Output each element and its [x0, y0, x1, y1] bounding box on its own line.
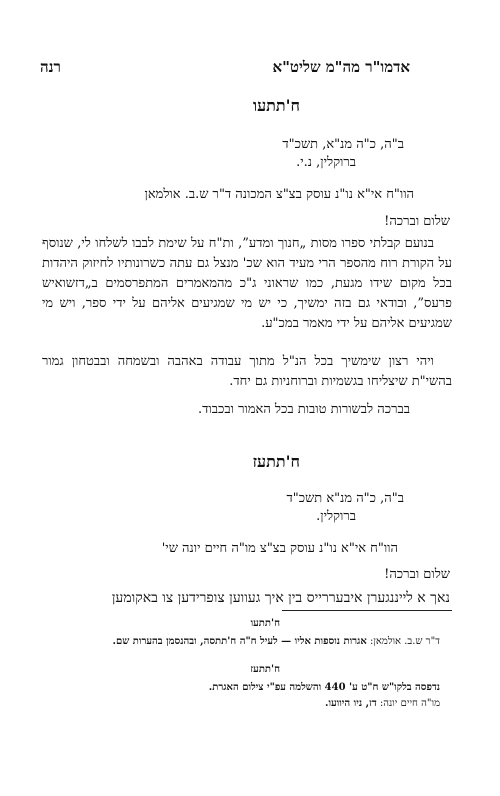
letter-greeting: שלום וברכה! — [384, 567, 450, 582]
footnote — [325, 698, 440, 709]
footnote-heading: ח'תתעז — [250, 664, 280, 675]
footnote — [209, 682, 440, 693]
footnote-text: נדפסה בלקו"ש ח"ט ע' 440 והשלמה עפ"י צילום האגרת. — [208, 682, 440, 693]
letter-city: ברוקלין. — [316, 509, 356, 524]
page-number: רנה — [40, 58, 61, 76]
letter-paragraph: בנועם קבלתי ספרו מסות „חנוך ומדע”, ות"ח על שימת לבבו לשלחו לי, שנוסף על הקורת רוח מהספר הרי מעיד הוא שכ' מנצל גם עתה כשרונותיו לחיזוק היהדות בכל מקום שידו מגעת, כמו שראוני ג"כ מהמאמרים המתפרסמים ב„דזשואיש פרעס”, ובודאי גם בזה ימשיך, כי יש מי שמגיעים אליהם על ידי ספר, ויש מי שמגיעים אליהם על ידי מאמר במכ"ע. — [42, 236, 452, 331]
footnote-heading: ח'תתעו — [250, 618, 280, 629]
footnote-label: מו"ה חיים יונה: — [379, 698, 440, 709]
footnote — [113, 636, 440, 647]
footnote-label: ד"ר ש.ב. אולמאן: — [369, 636, 440, 647]
letter-body-start: נאך א לייננגערן איבעררייס בין איך געווען צופרידען צו באקומען — [111, 590, 450, 606]
footnote-divider — [282, 610, 452, 611]
letter-paragraph: ויהי רצון שימשיך בכל הנ"ל מתוך עבודה באהבה ובשמחה ובבטחון גמור בהשי"ת שיצליחו בגשמיות וברוחניות גם יחד. — [42, 354, 452, 389]
letter-addressee: הוו"ח אי"א נו"נ עוסק בצ"צ מו"ה חיים יונה שי' — [161, 541, 398, 556]
letter-greeting: שלום וברכה! — [384, 214, 450, 229]
footnote-text: אגרות נוספות אליו — לעיל ח"ה ח'תתסה, ובהנסמן בהערות שם. — [112, 636, 367, 647]
letter-closing: בברכה לבשורות טובות בכל האמור ובכבוד. — [198, 402, 410, 417]
footnote-text: דז, ניו היוועו. — [324, 698, 377, 709]
letter-city: ברוקלין, נ.י. — [296, 155, 356, 170]
letter-date: ב"ה, כ"ה מנ"א, תשכ"ד — [282, 137, 404, 152]
letter-date: ב"ה, כ"ה מנ"א תשכ"ד — [286, 491, 404, 506]
letter-number: ח'תתעו — [252, 96, 300, 115]
letter-number: ח'תתעז — [252, 452, 300, 471]
running-header-title: אדמו"ר מה"מ שליט"א — [272, 58, 410, 76]
letter-addressee: הוו"ח אי"א נו"נ עוסק בצ"צ המכונה ד"ר ש.ב. אולמאן — [144, 187, 414, 202]
